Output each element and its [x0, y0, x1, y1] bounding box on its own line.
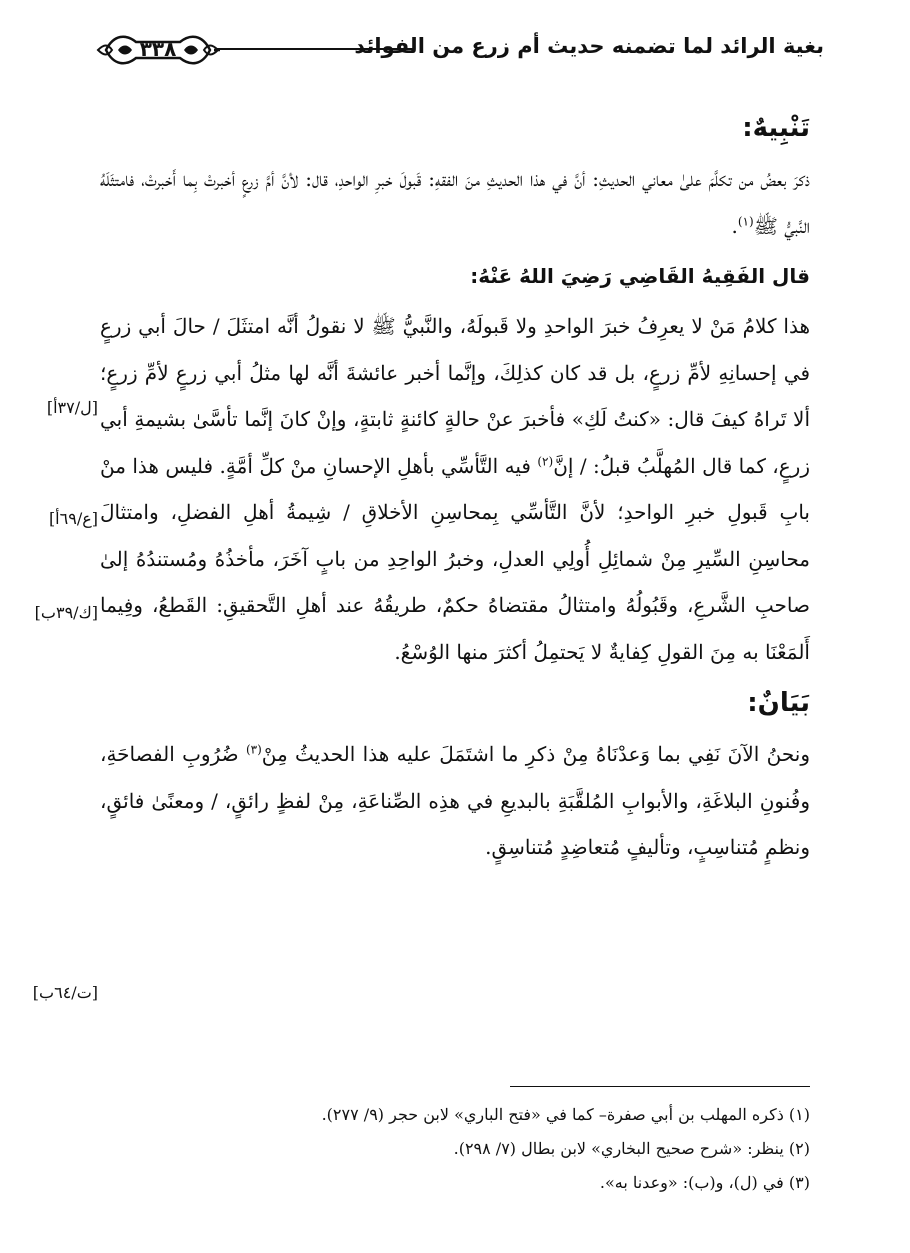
paragraph-2-line: أنَّه لها مثلُ أبي زرعٍ لأمِّ زرعٍ؛ ألا تَراهُ كيفَ قال: «كنتُ لَكِ» فأخبرَ عنْ حالةٍ	[100, 360, 810, 431]
paragraph-2	[100, 303, 810, 675]
quote-intro: قال الفَقِيهُ القَاضِي رَضِيَ اللهُ عَنْهُ:	[470, 264, 810, 288]
paragraph-3-line: ونحنُ الآنَ نَفِي بما وَعدْنَاهُ مِنْ ذكرِ ما اشتَمَلَ عليه هذا الحديثُ مِنْ	[261, 742, 811, 766]
paragraph-2-line: الشَّرعِ، وقَبُولُهُ وامتثالُ مقتضاهُ حكمٌ، طريقُهُ عند أهلِ التَّحقيقِ: القَطعُ، وفِيما	[100, 593, 746, 617]
paragraph-2-line: أَلمَعْنَا به مِنَ القولِ كِفايةٌ لا يَحتمِلُ أكثرَ منها الوُسْعُ.	[394, 639, 810, 664]
page-header	[96, 28, 824, 72]
manuscript-margin-note: [ت/٦٤ب]	[32, 983, 98, 1002]
heading-tanbih: تَنْبِيهٌ:	[742, 113, 810, 143]
paragraph-2-line: هذا كلامُ مَنْ لا يعرِفُ خبرَ الواحدِ ولا قَبولَهُ، والنَّبيُّ ﷺ لا نقولُ أنَّه	[276, 314, 810, 338]
footnote-marker: (٣)	[245, 742, 262, 757]
paragraph-2-line: كائنةٍ ثابتةٍ، وإنْ كانَ إنَّما تأسَّىٰ بشيمةِ أبي زرعٍ، كما قال المُهلَّبُ قبلُ: / إنَّ	[100, 407, 810, 478]
header-rule	[216, 48, 414, 50]
main-text	[100, 100, 810, 871]
footnote-marker: (٢)	[537, 453, 554, 468]
paragraph-2-line: شمائِلِ أُولِي العدلِ، وخبرُ الواحِدِ من بابٍ آخَرَ، مأخذُهُ ومُستندُهُ إلىٰ صاحبِ	[100, 546, 810, 617]
paragraph-3-line: مِنْ لفظٍ رائقٍ، / ومعنًىٰ فائقٍ، ونظمٍ مُتناسِبٍ، وتأليفٍ مُتعاضِدٍ مُتناسِقٍ.	[100, 788, 810, 859]
paragraph-2-line: فيه التَّأسِّي بأهلِ الإحسانِ منْ كلِّ أمَّةٍ. فليس هذا منْ بابِ قَبولِ خبرِ الواحدِ؛	[100, 453, 810, 524]
footnote-marker: (١)	[737, 213, 754, 228]
manuscript-margin-note: [ع/٦٩أ]	[48, 509, 98, 528]
page-number: ٣٣٨	[139, 37, 177, 61]
running-title: بغية الرائد لما تضمنه حديث أم زرع من الفوائد	[354, 34, 824, 58]
footnote-item: (٢) ينظر: «شرح صحيح البخاري» لابن بطال (٧/ ٢٩٨).	[453, 1139, 810, 1158]
manuscript-margin-note: [ك/٣٩ب]	[34, 603, 98, 622]
paragraph-2-line: لأنَّ التَّأسِّي بِمحاسِنِ الأخلاقِ / شِيمةُ أهلِ الفضلِ، وامتثالَ محاسِنِ السِّيرِ مِنْ	[100, 500, 810, 571]
paragraph-2-line: امتثَلَ / حالَ أبي زرعٍ في إحسانِهِ لأمِّ زرعٍ، بل قد كان كذلِكَ، وإنَّما أخبر عائشةَ	[100, 314, 810, 385]
manuscript-margin-note: [ل/٣٧أ]	[46, 398, 98, 417]
paragraph-1: ذكرَ بعضُ من تكلَّمَ علىٰ معاني الحديثِ: أنَّ في هذا الحديثِ منَ الفقهِ: قَبولَ خبرِ الواحدِ، قال: لأنَّ أمَّ زرعٍ أخبرتْ بِما أَخبرتْ، فامتثَلَهُ النَّبيُّ ﷺ$^{(١)}$.	[100, 167, 810, 238]
paragraph-3	[100, 731, 810, 871]
footnote-item: (٣) في (ل)، و(ب): «وعدنا به».	[599, 1173, 810, 1192]
page-number-ornament	[96, 28, 220, 72]
heading-bayan: بَيَانٌ:	[747, 688, 810, 718]
paragraph-1-line: ذكرَ بعضُ من تكلَّمَ علىٰ معاني الحديثِ: أنَّ في هذا الحديثِ منَ الفقهِ: قَبولَ	[399, 167, 810, 191]
footnotes	[100, 1098, 810, 1200]
footnote-separator	[510, 1086, 810, 1087]
paragraph-3-line: ضُرُوبِ الفصاحَةِ، وفُنونِ البلاغَةِ، والأبوابِ المُلقَّبَةِ بالبديعِ في هذِه الصِّناعَةِ،	[100, 742, 811, 813]
footnote-item: (١) ذكره المهلب بن أبي صفرة– كما في «فتح الباري» لابن حجر (٩/ ٢٧٧).	[321, 1105, 810, 1124]
paragraph-1-line: خبرِ الواحدِ، قال: لأنَّ أمَّ زرعٍ أخبرتْ بِما أَخبرتْ، فامتثَلَهُ النَّبيُّ ﷺ	[100, 167, 810, 238]
